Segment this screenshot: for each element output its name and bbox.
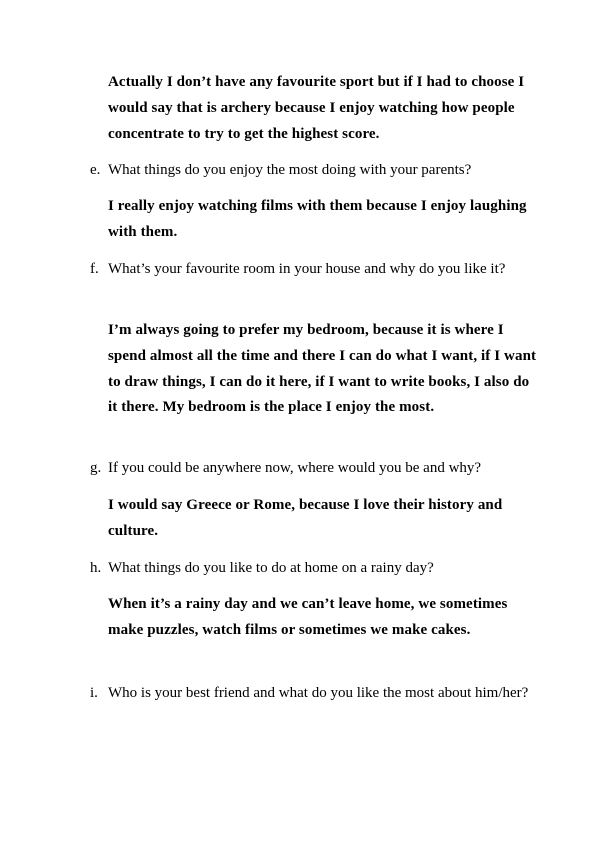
answer-g: I would say Greece or Rome, because I love their history and culture. xyxy=(108,497,503,539)
question-h xyxy=(0,556,600,582)
question-marker: g. xyxy=(90,460,102,476)
question-text: What things do you like to do at home on a rainy day? xyxy=(108,560,434,576)
question-text: If you could be anywhere now, where would you be and why? xyxy=(108,460,482,476)
question-text: What things do you enjoy the most doing with your parents? xyxy=(108,162,472,178)
question-marker: e. xyxy=(90,162,101,178)
question-e xyxy=(0,158,600,184)
answer-f: I’m always going to prefer my bedroom, because it is where I spend almost all the time and there I can do what I want, if I want to draw things, I can do it here, if I want to write books, I also do it there. My bedroom is the place I enjoy the most. xyxy=(108,322,537,416)
question-f xyxy=(0,257,600,283)
question-marker: f. xyxy=(90,261,99,277)
answer-e: I really enjoy watching films with them because I enjoy laughing with them. xyxy=(108,198,527,240)
question-i xyxy=(0,681,600,707)
question-text: What’s your favourite room in your house and why do you like it? xyxy=(108,261,506,277)
answer-d: Actually I don’t have any favourite sport but if I had to choose I would say that is archery because I enjoy watching how people concentrate to try to get the highest score. xyxy=(108,74,525,142)
question-g xyxy=(0,456,600,482)
question-marker: i. xyxy=(90,685,98,701)
question-text: Who is your best friend and what do you like the most about him/her? xyxy=(108,685,529,701)
question-marker: h. xyxy=(90,560,102,576)
answer-h: When it’s a rainy day and we can’t leave home, we sometimes make puzzles, watch films or sometimes we make cakes. xyxy=(108,596,508,638)
